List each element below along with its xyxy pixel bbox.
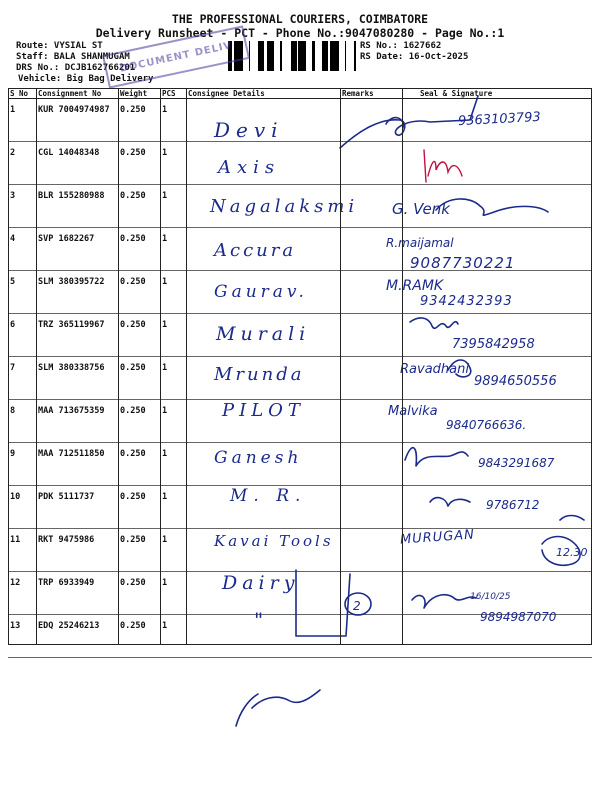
hw-time-11: 12.30 [556,546,588,559]
cell-consignment: CGL 14048348 [36,142,118,185]
cell-weight: 0.250 [118,529,160,572]
cell-weight: 0.250 [118,228,160,271]
col-consignee: Consignee Details [186,88,340,99]
meta-route: Route: VYSIAL ST [16,41,103,51]
cell-signature [398,142,592,185]
cell-weight: 0.250 [118,271,160,314]
hw-name-7b: Ravadhani [400,362,469,377]
cell-weight: 0.250 [118,572,160,615]
hw-name-2: Axis [218,157,281,178]
hw-phone-8: 9840766636. [446,418,527,432]
cell-consignment: SLM 380395722 [36,271,118,314]
cell-pcs: 1 [160,314,186,357]
cell-sno: 9 [8,443,36,486]
cell-consignment: RKT 9475986 [36,529,118,572]
cell-remarks [340,142,398,185]
cell-weight: 0.250 [118,486,160,529]
hw-name-13: " [254,608,264,632]
cell-sno: 8 [8,400,36,443]
column-divider [160,88,161,645]
cell-remarks [340,314,398,357]
cell-weight: 0.250 [118,357,160,400]
hw-name-7: Mrunda [214,364,305,385]
cell-sno: 6 [8,314,36,357]
cell-weight: 0.250 [118,615,160,658]
cell-sno: 3 [8,185,36,228]
cell-pcs: 1 [160,185,186,228]
cell-sno: 11 [8,529,36,572]
hw-phone-13: 9894987070 [480,610,557,624]
meta-staff: Staff: BALA SHANMUGAM [16,52,130,62]
cell-pcs: 1 [160,400,186,443]
col-signature: Seal & Signature [398,88,592,99]
cell-remarks [340,99,398,142]
col-pcs: PCS [160,88,186,99]
hw-date-13: 16/10/25 [470,592,511,602]
cell-weight: 0.250 [118,99,160,142]
meta-drs: DRS No.: DCJB162766201 [16,63,136,73]
col-remarks: Remarks [340,88,398,99]
hw-phone-10: 9786712 [486,498,540,512]
meta-rs-date: RS Date: 16-Oct-2025 [360,52,469,62]
meta-vehicle: Vehicle: Big Bag Delivery [18,74,154,84]
column-divider [340,88,341,645]
cell-sno: 7 [8,357,36,400]
hw-name-5b: M.RAMK [386,278,444,294]
hw-phone-5: 9342432393 [420,294,513,309]
column-divider [402,88,403,645]
delivery-stamp: DOCUMENT DELIV [102,25,250,88]
cell-sno: 1 [8,99,36,142]
cell-pcs: 1 [160,271,186,314]
hw-name-6: Murali [216,323,311,345]
cell-pcs: 1 [160,228,186,271]
cell-sno: 4 [8,228,36,271]
cell-pcs: 1 [160,99,186,142]
hw-name-1: Devi [214,118,284,142]
cell-sno: 5 [8,271,36,314]
cell-pcs: 1 [160,615,186,658]
cell-pcs: 1 [160,572,186,615]
hw-name-11b: MURUGAN [399,527,476,548]
col-consignment: Consignment No [36,88,118,99]
cell-sno: 10 [8,486,36,529]
cell-consignment: BLR 155280988 [36,185,118,228]
cell-remarks [340,443,398,486]
meta-rs-no: RS No.: 1627662 [360,41,442,51]
cell-sno: 2 [8,142,36,185]
cell-remarks [340,572,398,615]
hw-name-5: Gaurav. [214,282,308,302]
hw-phone-4: 9087730221 [410,254,516,272]
cell-sno: 13 [8,615,36,658]
hw-sign-3: G. Venk [392,200,450,218]
cell-weight: 0.250 [118,185,160,228]
column-divider [118,88,119,645]
cell-pcs: 1 [160,357,186,400]
cell-pcs: 1 [160,142,186,185]
header-title: THE PROFESSIONAL COURIERS, COIMBATORE [171,12,429,26]
table-header-row [8,88,592,99]
hw-phone-9: 9843291687 [478,456,555,470]
hw-name-3: Nagalaksmi [210,196,359,217]
cell-consignment: KUR 7004974987 [36,99,118,142]
hw-phone-1: 9363103793 [457,109,542,130]
cell-consignment: MAA 713675359 [36,400,118,443]
cell-weight: 0.250 [118,443,160,486]
hw-name-11: Kavai Tools [214,532,334,550]
hw-circle-13: 2 [353,599,361,613]
cell-remarks [340,486,398,529]
col-weight: Weight [118,88,160,99]
hw-name-8b: Malvika [388,404,438,419]
table-row [8,142,592,185]
cell-remarks [340,357,398,400]
cell-weight: 0.250 [118,142,160,185]
col-sno: S No [8,88,36,99]
column-divider [186,88,187,645]
cell-consignment: SVP 1682267 [36,228,118,271]
cell-pcs: 1 [160,529,186,572]
header-subtitle: Delivery Runsheet - PCT - Phone No.:9047080280 - Page No.:1 [95,26,505,40]
cell-consignment: TRZ 365119967 [36,314,118,357]
cell-pcs: 1 [160,486,186,529]
cell-remarks [340,529,398,572]
cell-remarks [340,615,398,658]
cell-weight: 0.250 [118,400,160,443]
hw-name-4b: R.maijamal [386,236,454,250]
cell-sno: 12 [8,572,36,615]
hw-name-9: Ganesh [214,448,303,468]
cell-consignment: MAA 712511850 [36,443,118,486]
column-divider [36,88,37,645]
cell-consignment: EDQ 25246213 [36,615,118,658]
cell-consignment: SLM 380338756 [36,357,118,400]
hw-name-4: Accura [214,240,297,261]
cell-pcs: 1 [160,443,186,486]
cell-consignment: PDK 5111737 [36,486,118,529]
cell-consignment: TRP 6933949 [36,572,118,615]
hw-phone-7: 9894650556 [474,374,557,389]
hw-phone-6: 7395842958 [452,337,535,352]
hw-name-12: Dairy [222,572,300,594]
hw-name-8: PILOT [222,400,305,421]
cell-weight: 0.250 [118,314,160,357]
hw-name-10: M. R. [230,486,307,506]
